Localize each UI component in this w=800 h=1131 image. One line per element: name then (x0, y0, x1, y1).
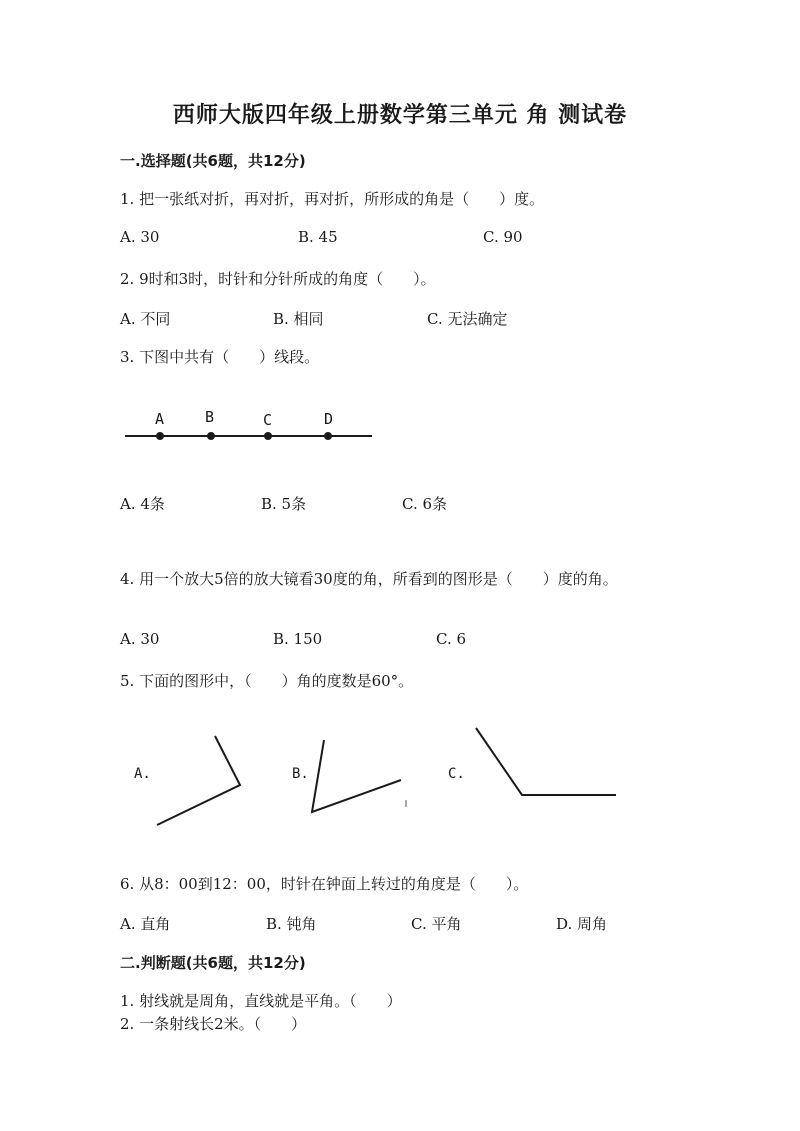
angle-a (157, 736, 240, 825)
judgment-question-2: 2. 一条射线长2米。（ ） (120, 1015, 307, 1033)
q2-option-c: C. 无法确定 (427, 310, 508, 328)
point-d (324, 432, 332, 440)
q4-option-a: A. 30 (120, 630, 160, 648)
angle-c (476, 728, 616, 795)
line-segment-figure (120, 400, 380, 450)
question-6: 6. 从8：00到12：00，时针在钟面上转过的角度是（ ）。 (120, 875, 529, 893)
label-b: B (205, 408, 215, 426)
label-a: A (155, 410, 165, 428)
point-b (207, 432, 215, 440)
point-c (264, 432, 272, 440)
q6-option-a: A. 直角 (120, 915, 171, 933)
q1-option-b: B. 45 (298, 228, 338, 246)
question-1: 1. 把一张纸对折，再对折，再对折，所形成的角是（ ）度。 (120, 190, 545, 208)
q2-option-b: B. 相同 (273, 310, 324, 328)
angle-figures (120, 720, 640, 840)
label-d: D (324, 410, 334, 428)
q1-option-a: A. 30 (120, 228, 160, 246)
angle-label-a: A. (134, 766, 151, 782)
q4-option-c: C. 6 (436, 630, 467, 648)
q6-option-c: C. 平角 (411, 915, 462, 933)
label-c: C (263, 411, 273, 429)
angle-label-b: B. (292, 766, 309, 782)
q3-option-c: C. 6条 (402, 495, 448, 513)
question-5: 5. 下面的图形中，（ ）角的度数是60°。 (120, 672, 414, 690)
point-a (156, 432, 164, 440)
q6-option-d: D. 周角 (556, 915, 608, 933)
question-3: 3. 下图中共有（ ）线段。 (120, 348, 320, 366)
page-title: 西师大版四年级上册数学第三单元 角 测试卷 (172, 102, 628, 128)
q2-option-a: A. 不同 (120, 310, 171, 328)
judgment-question-1: 1. 射线就是周角，直线就是平角。（ ） (120, 992, 402, 1010)
q4-option-b: B. 150 (273, 630, 323, 648)
q3-option-b: B. 5条 (261, 495, 307, 513)
angle-b (312, 740, 401, 812)
q6-option-b: B. 钝角 (266, 915, 317, 933)
section-heading-choice: 一.选择题(共6题，共12分) (120, 152, 306, 170)
q3-option-a: A. 4条 (120, 495, 165, 513)
q1-option-c: C. 90 (483, 228, 523, 246)
angle-label-c: C. (448, 766, 465, 782)
section-heading-judgment: 二.判断题(共6题，共12分) (120, 954, 306, 972)
question-2: 2. 9时和3时，时针和分针所成的角度（ ）。 (120, 270, 436, 288)
question-4: 4. 用一个放大5倍的放大镜看30度的角，所看到的图形是（ ）度的角。 (120, 570, 618, 588)
